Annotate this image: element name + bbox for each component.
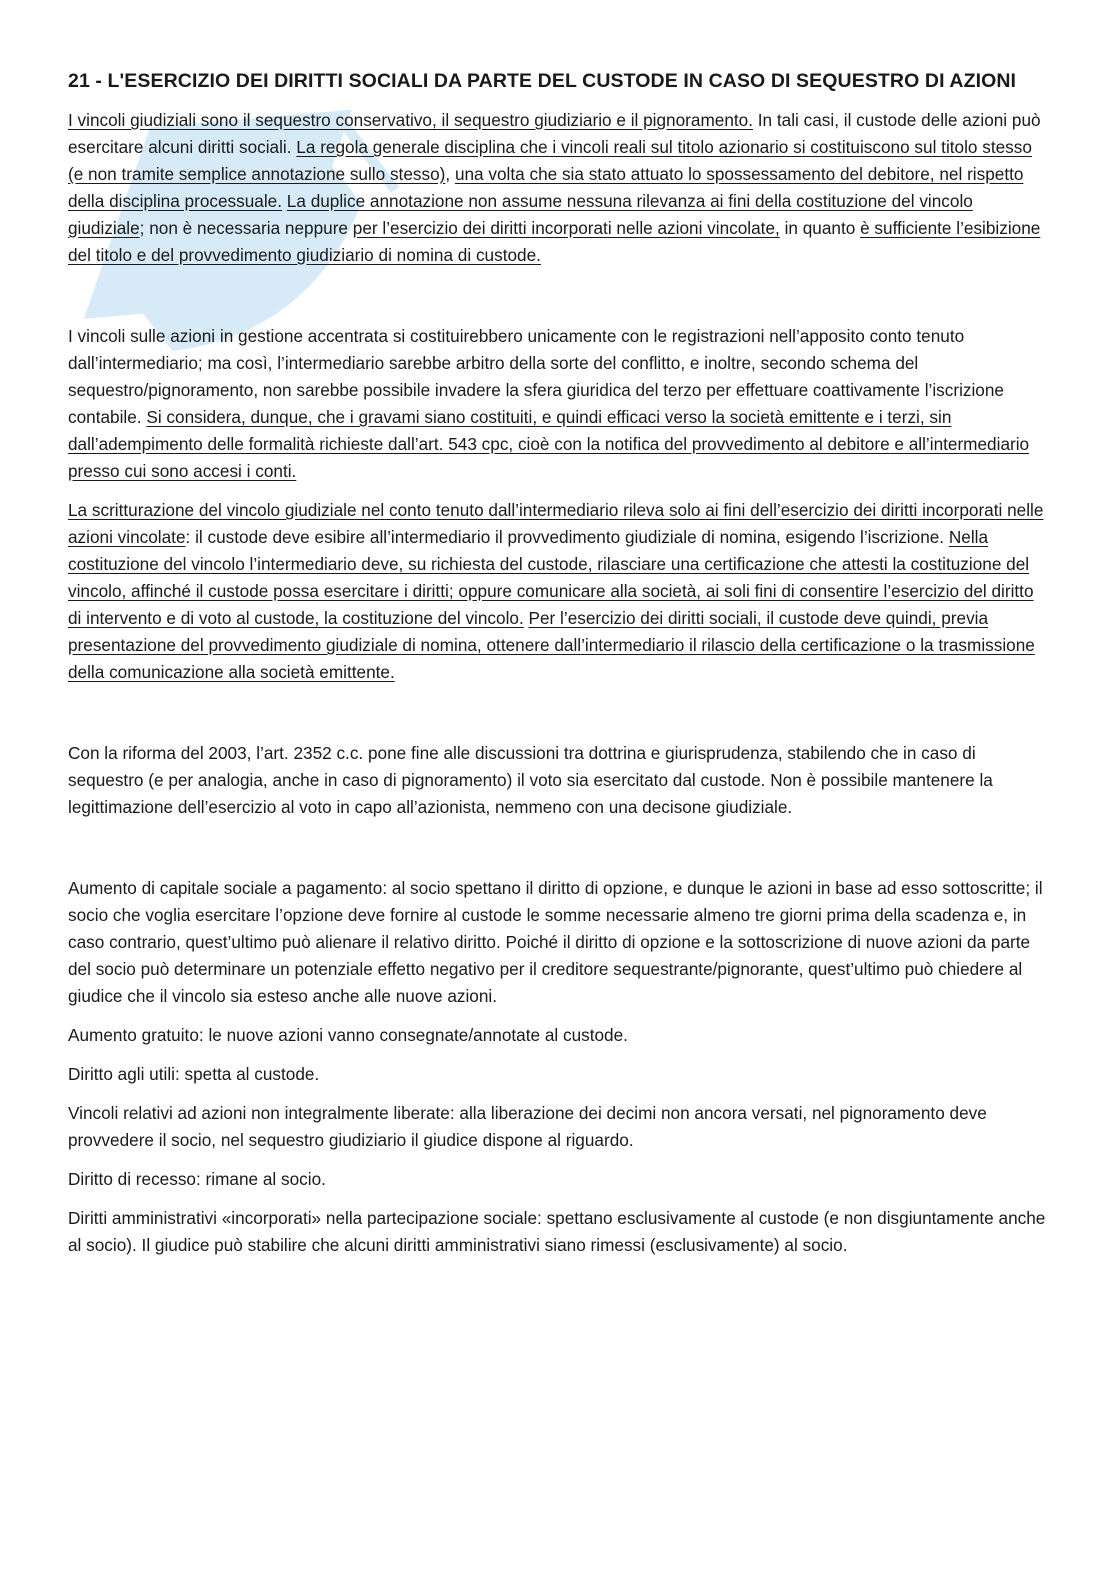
- paragraph-gestione-accentrata: [68, 323, 1048, 485]
- text-run: in quanto: [779, 218, 861, 238]
- text-run: ; non è necessaria neppure: [139, 218, 353, 238]
- text-run: I vincoli sulle azioni in gestione accentrata si costituirebbero unicamente con le registrazioni nell’apposito conto tenuto dall’intermediario; ma così, l’intermediario sarebbe arbitro della sorte del conflitto, e inoltre, secondo schema del sequestro/pignoramento, non sarebbe possibile invadere la sfera giuridica del terzo per effettuare coattivamente l’iscrizione contabile.: [68, 326, 1004, 427]
- paragraph-diritto-recesso: Diritto di recesso: rimane al socio.: [68, 1169, 326, 1189]
- page-title: 21 - L'ESERCIZIO DEI DIRITTI SOCIALI DA PARTE DEL CUSTODE IN CASO DI SEQUESTRO DI AZIONI: [68, 70, 1017, 92]
- text-run: In tali casi, il custode delle azioni può esercitare alcuni diritti sociali.: [68, 110, 1041, 157]
- paragraph-vincoli-giudiziali: [68, 107, 1048, 269]
- paragraph-aumento-capitale: Aumento di capitale sociale a pagamento: al socio spettano il diritto di opzione, e dunque le azioni in base ad esso sottoscritte; il socio che voglia esercitare l’opzione deve fornire al custode le somme necessarie almeno tre giorni prima della scadenza e, in caso contrario, quest’ultimo può alienare il relativo diritto. Poiché il diritto di opzione e la sottoscrizione di nuove azioni da parte del socio può determinare un potenziale effetto negativo per il creditore sequestrante/pignorante, quest’ultimo può chiedere al giudice che il vincolo sia esteso anche alle nuove azioni.: [68, 878, 1043, 1006]
- text-underlined: è sufficiente l’esibizione del titolo e del provvedimento giudiziario di nomina di custode.: [68, 218, 1041, 265]
- text-underlined: Per l’esercizio dei diritti sociali, il custode deve quindi, previa presentazione del provvedimento giudiziale di nomina, ottenere dall’intermediario il rilascio della certificazione o la trasmissione della comunicazione alla società emittente.: [68, 608, 1035, 682]
- paragraph-aumento-gratuito: Aumento gratuito: le nuove azioni vanno consegnate/annotate al custode.: [68, 1025, 628, 1045]
- document-page: [68, 70, 1048, 1271]
- text-underlined: Nella costituzione del vincolo l’intermediario deve, su richiesta del custode, rilasciare una certificazione che attesti la costituzione del vincolo, affinché il custode possa esercitare i diritti; oppure comunicare alla società, ai soli fini di consentire l’esercizio del diritto di intervento e di voto al custode, la costituzione del vincolo.: [68, 527, 1034, 628]
- paragraph-scritturazione: [68, 497, 1048, 686]
- text-underlined: La regola generale disciplina che i vincoli reali sul titolo azionario si costituiscono sul titolo stesso (e non tramite semplice annotazione sullo stesso): [68, 137, 1032, 184]
- paragraph-vincoli-non-liberate: Vincoli relativi ad azioni non integralmente liberate: alla liberazione dei decimi non ancora versati, nel pignoramento deve provvedere il socio, nel sequestro giudiziario il giudice dispone al riguardo.: [68, 1103, 987, 1150]
- text-underlined: La scritturazione del vincolo giudiziale nel conto tenuto dall’intermediario rileva solo ai fini dell’esercizio dei diritti incorporati nelle azioni vincolate: [68, 500, 1044, 547]
- text-underlined: La duplice annotazione non assume nessuna rilevanza ai fini della costituzione del vincolo giudiziale: [68, 191, 973, 238]
- text-underlined: una volta che sia stato attuato lo spossessamento del debitore, nel rispetto della disciplina processuale.: [68, 164, 1024, 211]
- text-underlined: I vincoli giudiziali sono il sequestro conservativo, il sequestro giudiziario e il pignoramento.: [68, 110, 753, 130]
- text-run: ,: [445, 164, 455, 184]
- paragraph-diritti-amministrativi: Diritti amministrativi «incorporati» nella partecipazione sociale: spettano esclusivamente al custode (e non disgiuntamente anche al socio). Il giudice può stabilire che alcuni diritti amministrativi siano rimessi (esclusivamente) al socio.: [68, 1208, 1046, 1255]
- text-underlined: Si considera, dunque, che i gravami siano costituiti, e quindi efficaci verso la società emittente e i terzi, sin dall’adempimento delle formalità richieste dall’art. 543 cpc, cioè con la notifica del provvedimento al debitore e all’intermediario presso cui sono accesi i conti.: [68, 407, 1030, 481]
- text-underlined: per l’esercizio dei diritti incorporati nelle azioni vincolate,: [352, 218, 780, 238]
- paragraph-diritto-utili: Diritto agli utili: spetta al custode.: [68, 1064, 320, 1084]
- text-run: : il custode deve esibire all’intermediario il provvedimento giudiziale di nomina, esigendo l’iscrizione.: [185, 527, 949, 547]
- paragraph-riforma-2003: Con la riforma del 2003, l’art. 2352 c.c. pone fine alle discussioni tra dottrina e giurisprudenza, stabilendo che in caso di sequestro (e per analogia, anche in caso di pignoramento) il voto sia esercitato dal custode. Non è possibile mantenere la legittimazione dell’esercizio al voto in capo all’azionista, nemmeno con una decisone giudiziale.: [68, 743, 993, 817]
